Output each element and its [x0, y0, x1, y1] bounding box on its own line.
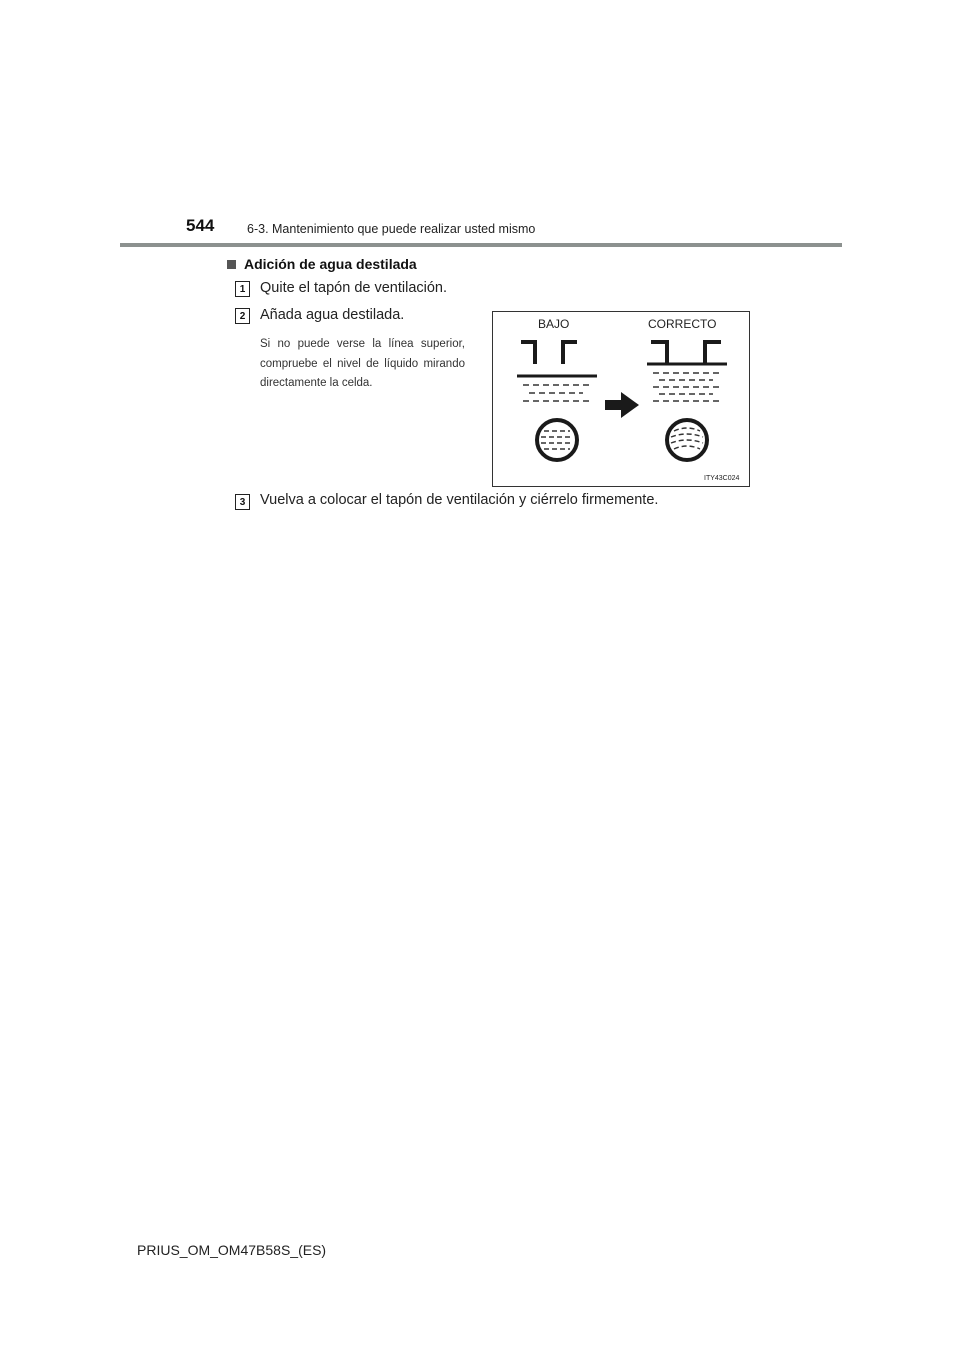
step-badge-2: 2	[235, 308, 250, 324]
section-heading	[227, 256, 417, 272]
step-text-1: Quite el tapón de ventilación.	[260, 280, 448, 296]
section-title: 6-3. Mantenimiento que puede realizar usted mismo	[247, 222, 536, 236]
page-number: 544	[186, 216, 215, 235]
correct-cell-walls	[653, 342, 719, 362]
step-badge-3: 3	[235, 494, 250, 510]
note-text: Si no puede verse la línea superior, compruebe el nivel de líquido mirando directamente la celda.	[260, 338, 465, 389]
step-text-2: Añada agua destilada.	[260, 307, 405, 323]
arrow-right-icon	[605, 392, 639, 418]
step-badge-1: 1	[235, 281, 250, 297]
heading-text: Adición de agua destilada	[244, 256, 417, 272]
water-level-figure	[492, 311, 750, 487]
figure-code: ITY43C024	[704, 475, 740, 482]
step-text-3: Vuelva a colocar el tapón de ventilación y ciérrelo firmemente.	[260, 492, 659, 508]
document-id: PRIUS_OM_OM47B58S_(ES)	[137, 1242, 327, 1258]
low-cell-walls	[523, 342, 575, 362]
header-divider	[120, 243, 842, 247]
square-bullet-icon	[227, 260, 236, 269]
label-low: BAJO	[538, 317, 570, 331]
water-level-illustration	[493, 312, 749, 486]
label-correct: CORRECTO	[648, 317, 717, 331]
